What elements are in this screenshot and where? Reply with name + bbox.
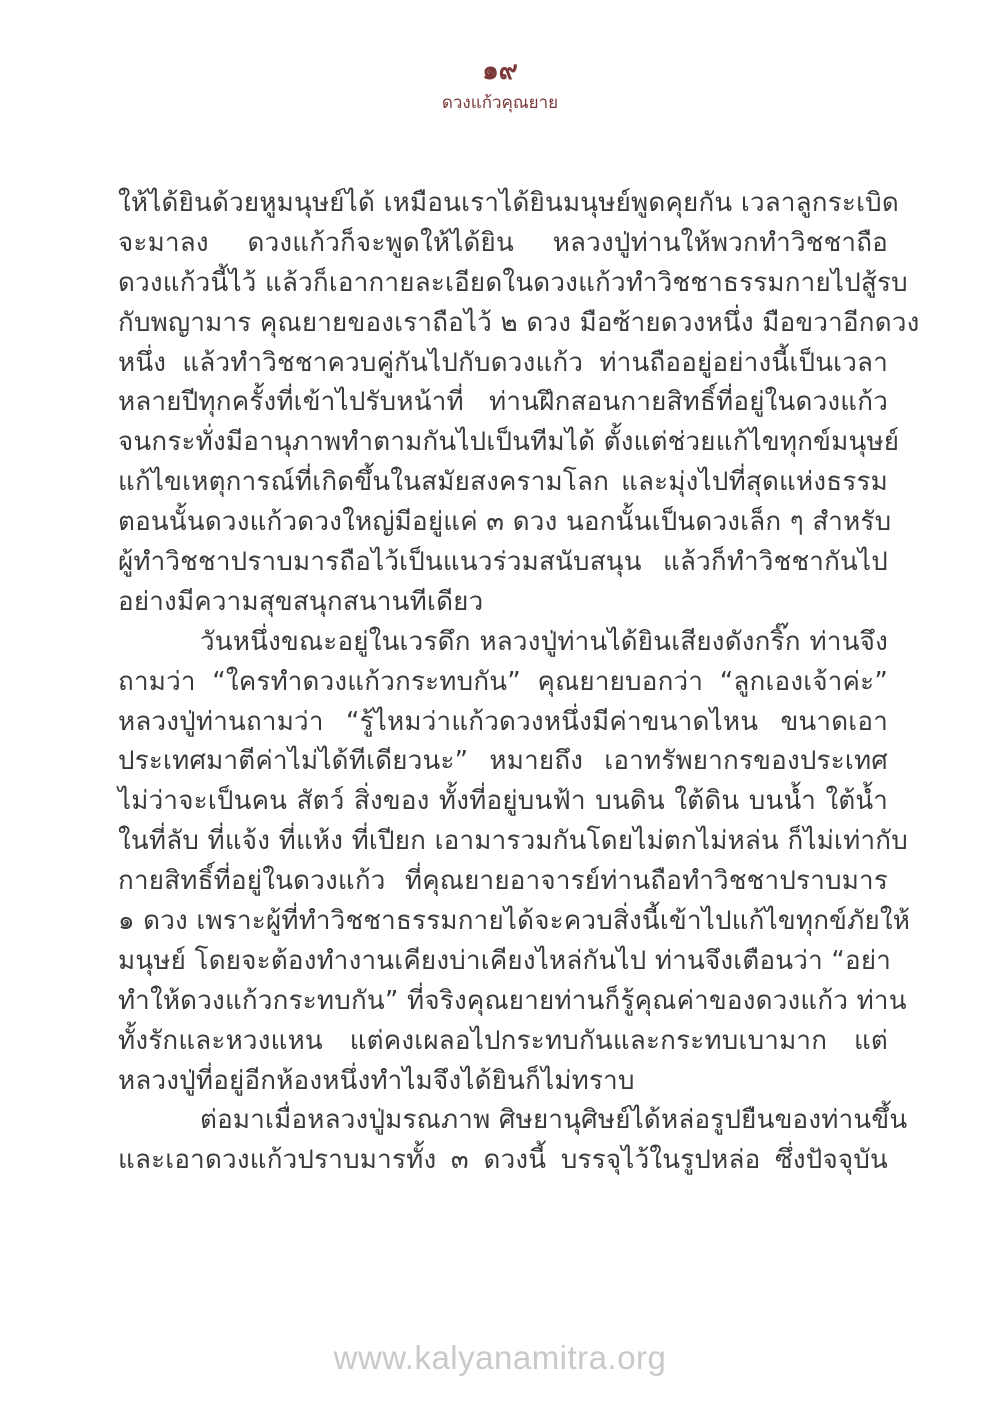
- page-number: ๑๙: [482, 56, 518, 86]
- text-line: ทำให้ดวงแก้วกระทบกัน” ที่จริงคุณยายท่านก็รู้คุณค่าของดวงแก้ว ท่าน: [118, 985, 907, 1016]
- text-line: จนกระทั่งมีอานุภาพทำตามกันไปเป็นทีมได้ ตั้งแต่ช่วยแก้ไขทุกข์มนุษย์: [118, 427, 900, 458]
- paragraph-end-line: หลวงปู่ที่อยู่อีกห้องหนึ่งทำไมจึงได้ยินก็ไม่ทราบ: [118, 1065, 635, 1096]
- text-line: ไม่ว่าจะเป็นคน สัตว์ สิ่งของ ทั้งที่อยู่บนฟ้า บนดิน ใต้ดิน บนน้ำ ใต้น้ำ: [118, 786, 888, 817]
- text-line: ให้ได้ยินด้วยหูมนุษย์ได้ เหมือนเราได้ยินมนุษย์พูดคุยกัน เวลาลูกระเบิด: [118, 188, 899, 218]
- text-line: กายสิทธิ์ที่อยู่ในดวงแก้ว ที่คุณยายอาจารย์ท่านถือทำวิชชาปราบมาร: [118, 866, 888, 897]
- text-line: ในที่ลับ ที่แจ้ง ที่แห้ง ที่เปียก เอามารวมกันโดยไม่ตกไม่หล่น ก็ไม่เท่ากับ: [118, 826, 908, 857]
- paragraph-end-line: อย่างมีความสุขสนุกสนานทีเดียว: [118, 586, 484, 617]
- paragraph-first-line: วันหนึ่งขณะอยู่ในเวรดึก หลวงปู่ท่านได้ยินเสียงดังกริ๊ก ท่านจึง: [200, 626, 888, 657]
- paragraph-first-line: ต่อมาเมื่อหลวงปู่มรณภาพ ศิษยานุศิษย์ได้หล่อรูปยืนของท่านขึ้น: [200, 1105, 908, 1136]
- text-line: หลายปีทุกครั้งที่เข้าไปรับหน้าที่ ท่านฝึกสอนกายสิทธิ์ที่อยู่ในดวงแก้ว: [118, 387, 888, 418]
- text-line: มนุษย์ โดยจะต้องทำงานเคียงบ่าเคียงไหล่กันไป ท่านจึงเตือนว่า “อย่า: [118, 945, 892, 976]
- body-text: [118, 184, 920, 1181]
- text-line: หนึ่ง แล้วทำวิชชาควบคู่กันไปกับดวงแก้ว ท่านถืออยู่อย่างนี้เป็นเวลา: [118, 347, 888, 378]
- text-line: ตอนนั้นดวงแก้วดวงใหญ่มีอยู่แค่ ๓ ดวง นอกนั้นเป็นดวงเล็ก ๆ สำหรับ: [118, 507, 892, 538]
- text-line: ประเทศมาตีค่าไม่ได้ทีเดียวนะ” หมายถึง เอาทรัพยากรของประเทศ: [118, 746, 888, 777]
- text-line: จะมาลง ดวงแก้วก็จะพูดให้ได้ยิน หลวงปู่ท่านให้พวกทำวิชชาถือ: [118, 227, 888, 258]
- text-line: หลวงปู่ท่านถามว่า “รู้ไหมว่าแก้วดวงหนึ่งมีค่าขนาดไหน ขนาดเอา: [118, 706, 888, 737]
- text-line: ดวงแก้วนี้ไว้ แล้วก็เอากายละเอียดในดวงแก้วทำวิชชาธรรมกายไปสู้รบ: [118, 267, 908, 298]
- text-line: ๑ ดวง เพราะผู้ที่ทำวิชชาธรรมกายได้จะควบสิ่งนี้เข้าไปแก้ไขทุกข์ภัยให้: [118, 906, 911, 937]
- text-line: กับพญามาร คุณยายของเราถือไว้ ๒ ดวง มือซ้ายดวงหนึ่ง มือขวาอีกดวง: [118, 307, 920, 338]
- text-line: แก้ไขเหตุการณ์ที่เกิดขึ้นในสมัยสงครามโลก และมุ่งไปที่สุดแห่งธรรม: [118, 467, 888, 498]
- text-line: ทั้งรักและหวงแหน แต่คงเผลอไปกระทบกันและกระทบเบามาก แต่: [118, 1025, 888, 1056]
- text-line: ผู้ทำวิชชาปราบมารถือไว้เป็นแนวร่วมสนับสนุน แล้วก็ทำวิชชากันไป: [118, 547, 888, 578]
- text-line: ถามว่า “ใครทำดวงแก้วกระทบกัน” คุณยายบอกว่า “ลูกเองเจ้าค่ะ”: [118, 666, 888, 697]
- text-line: และเอาดวงแก้วปราบมารทั้ง ๓ ดวงนี้ บรรจุไว้ในรูปหล่อ ซึ่งปัจจุบัน: [118, 1145, 888, 1176]
- running-title: ดวงแก้วคุณยาย: [441, 93, 559, 113]
- page-header: [0, 56, 1000, 114]
- website-watermark: www.kalyanamitra.org: [333, 1339, 667, 1376]
